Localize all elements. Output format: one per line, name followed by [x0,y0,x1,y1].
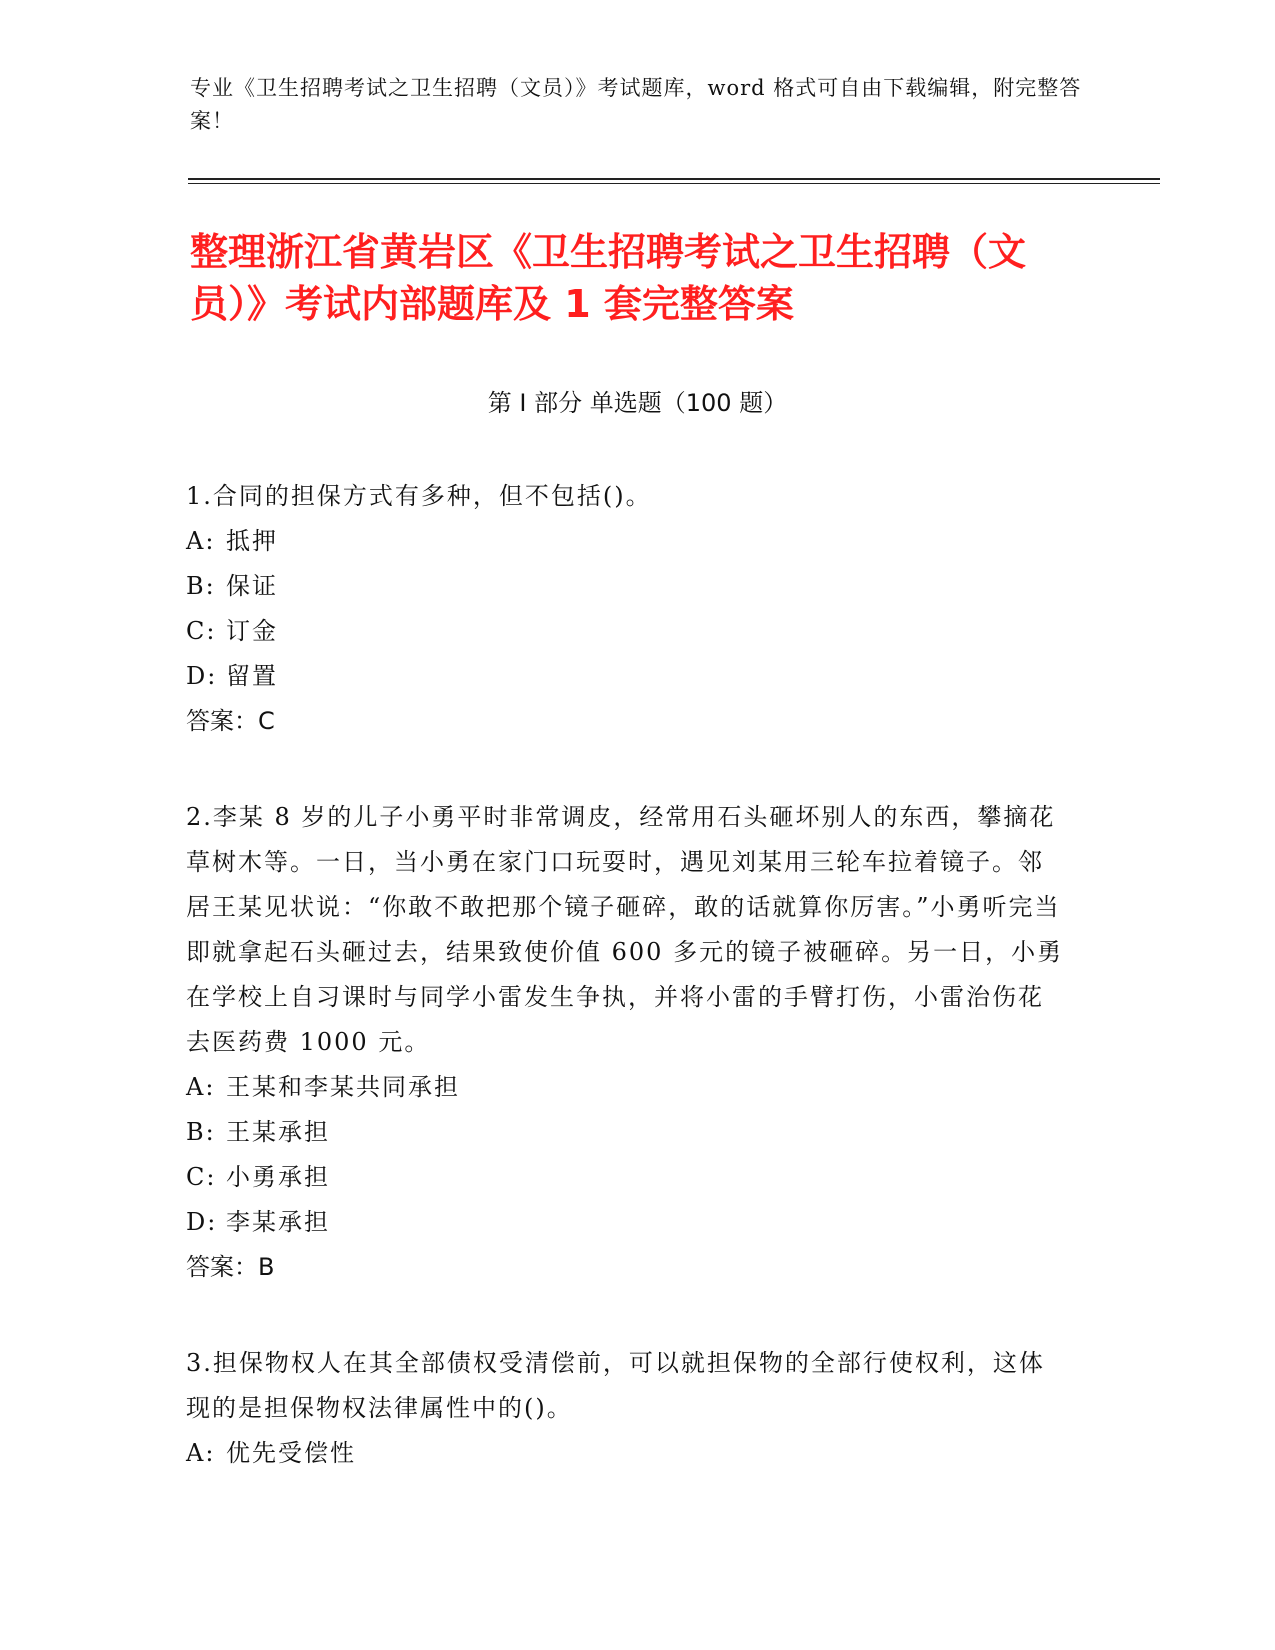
option-key: D: [186,1208,218,1236]
question-answer: 答案：B [186,1253,275,1281]
question-stem: 1.合同的担保方式有多种，但不包括()。 [186,482,652,510]
option-b [186,564,1066,609]
option-text: 抵押 [226,527,278,555]
option-text: 优先受偿性 [226,1439,356,1467]
option-text: 订金 [226,617,278,645]
option-a [186,519,1066,564]
question-stem: 3.担保物权人在其全部债权受清偿前，可以就担保物的全部行使权利，这体现的是担保物权法律属性中的()。 [186,1349,1045,1422]
question-1 [186,474,1066,744]
header-divider-thick [188,178,1160,180]
document-title: 整理浙江省黄岩区《卫生招聘考试之卫生招聘（文员）》考试内部题库及 1 套完整答案 [190,230,1027,326]
option-d [186,1200,1066,1245]
option-text: 李某承担 [226,1208,330,1236]
option-key: B: [186,572,216,600]
question-2 [186,795,1066,1290]
question-3 [186,1341,1066,1476]
section-heading: 第 I 部分 单选题（100 题） [487,389,788,417]
option-key: C: [186,1163,217,1191]
option-key: A: [186,1439,216,1467]
option-key: D: [186,662,218,690]
option-text: 保证 [226,572,278,600]
option-c [186,1155,1066,1200]
question-stem: 2.李某 8 岁的儿子小勇平时非常调皮，经常用石头砸坏别人的东西，攀摘花草树木等。一日，当小勇在家门口玩耍时，遇见刘某用三轮车拉着镜子。邻居王某见状说：“你敢不敢把那个镜子砸碎，敢的话就算你厉害。”小勇听完当即就拿起石头砸过去，结果致使价值 600 多元的镜子被砸碎。另一日，小勇在学校上自习课时与同学小雷发生争执，并将小雷的手臂打伤，小雷治伤花去医药费 1000 元。 [186,803,1064,1056]
option-d [186,654,1066,699]
option-key: C: [186,617,217,645]
option-a [186,1431,1066,1476]
option-text: 小勇承担 [226,1163,330,1191]
option-key: A: [186,527,216,555]
option-text: 王某和李某共同承担 [226,1073,460,1101]
option-key: B: [186,1118,216,1146]
option-text: 王某承担 [226,1118,330,1146]
option-text: 留置 [226,662,278,690]
header-note: 专业《卫生招聘考试之卫生招聘（文员）》考试题库，word 格式可自由下载编辑，附完整答案！ [190,76,1082,133]
option-b [186,1110,1066,1155]
option-key: A: [186,1073,216,1101]
header-divider-thin [188,183,1160,184]
option-a [186,1065,1066,1110]
question-answer: 答案：C [186,707,275,735]
option-c [186,609,1066,654]
